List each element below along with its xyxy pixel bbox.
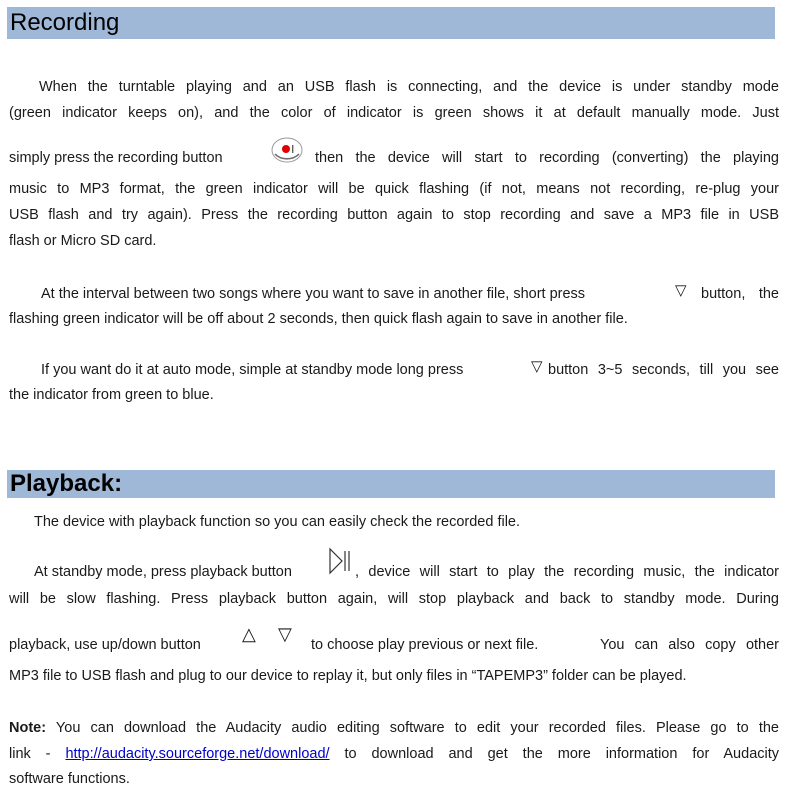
recording-p2-line1b: button, the [701, 286, 779, 302]
audacity-download-link[interactable]: http://audacity.sourceforge.net/download/ [65, 746, 330, 762]
recording-p1-line3a: simply press the recording button [9, 150, 223, 166]
recording-p2-line1a: At the interval between two songs where you want to save in another file, short press [41, 286, 586, 302]
recording-p2-line2: flashing green indicator will be off about 2 seconds, then quick flash again to save in another file. [9, 311, 628, 327]
note-line2 [9, 745, 779, 763]
note-line1-text: You can download the Audacity audio editing software to edit your recorded files. Please go to the [55, 720, 779, 736]
playback-p2-line3a: playback, use up/down button [9, 637, 201, 653]
note-link-prefix: link - [9, 746, 51, 762]
note-line1 [9, 719, 779, 737]
recording-p1-line2: (green indicator keeps on), and the color of indicator is green shows it at default manually mode. Just [9, 105, 779, 121]
note-line3: software functions. [9, 771, 130, 787]
recording-p3-line1a: If you want do it at auto mode, simple at standby mode long press [41, 362, 464, 378]
recording-title: Recording [10, 9, 120, 36]
playback-p2-line1a: At standby mode, press playback button [34, 564, 292, 580]
playback-p2-line2: will be slow flashing. Press playback button again, will stop playback and back to standby mode. During [9, 591, 779, 607]
recording-p3-line2: the indicator from green to blue. [9, 387, 214, 403]
recording-header-bar [7, 7, 775, 39]
record-button-icon [270, 136, 304, 164]
down-triangle-icon: ▽ [675, 282, 687, 299]
playback-p1: The device with playback function so you can easily check the recorded file. [34, 514, 521, 530]
recording-p1-line1-text: When the turntable playing and an USB flash is connecting, and the device is under standby mode [39, 79, 779, 95]
down-triangle-icon: ▽ [531, 358, 543, 375]
playback-title: Playback: [10, 470, 123, 497]
playback-header-bar [7, 470, 775, 498]
recording-p1-line3b: then the device will start to recording (converting) the playing [315, 150, 779, 166]
note-line2-text: to download and get the more information for Audacity [344, 746, 780, 762]
playback-p2-line3c: You can also copy other [600, 637, 779, 653]
down-triangle-icon: ▽ [278, 624, 292, 644]
playback-p2-line4: MP3 file to USB flash and plug to our device to replay it, but only files in “TAPEMP3” folder can be played. [9, 668, 687, 684]
up-triangle-icon: △ [242, 624, 256, 644]
recording-p1-line4: music to MP3 format, the green indicator will be quick flashing (if not, means not recording, re-plug your [9, 181, 779, 197]
playback-p2-line1b: , device will start to play the recording music, the indicator [355, 564, 779, 580]
play-pause-icon [327, 546, 353, 576]
note-label: Note: [9, 720, 47, 736]
playback-p2-line3b: to choose play previous or next file. [311, 637, 539, 653]
recording-p1-line5: USB flash and try again). Press the recording button again to stop recording and save a MP3 file in USB [9, 207, 779, 223]
recording-p1-line6: flash or Micro SD card. [9, 233, 157, 249]
recording-p1-line1 [9, 78, 779, 96]
recording-p3-line1b: button 3~5 seconds, till you see [548, 362, 779, 378]
